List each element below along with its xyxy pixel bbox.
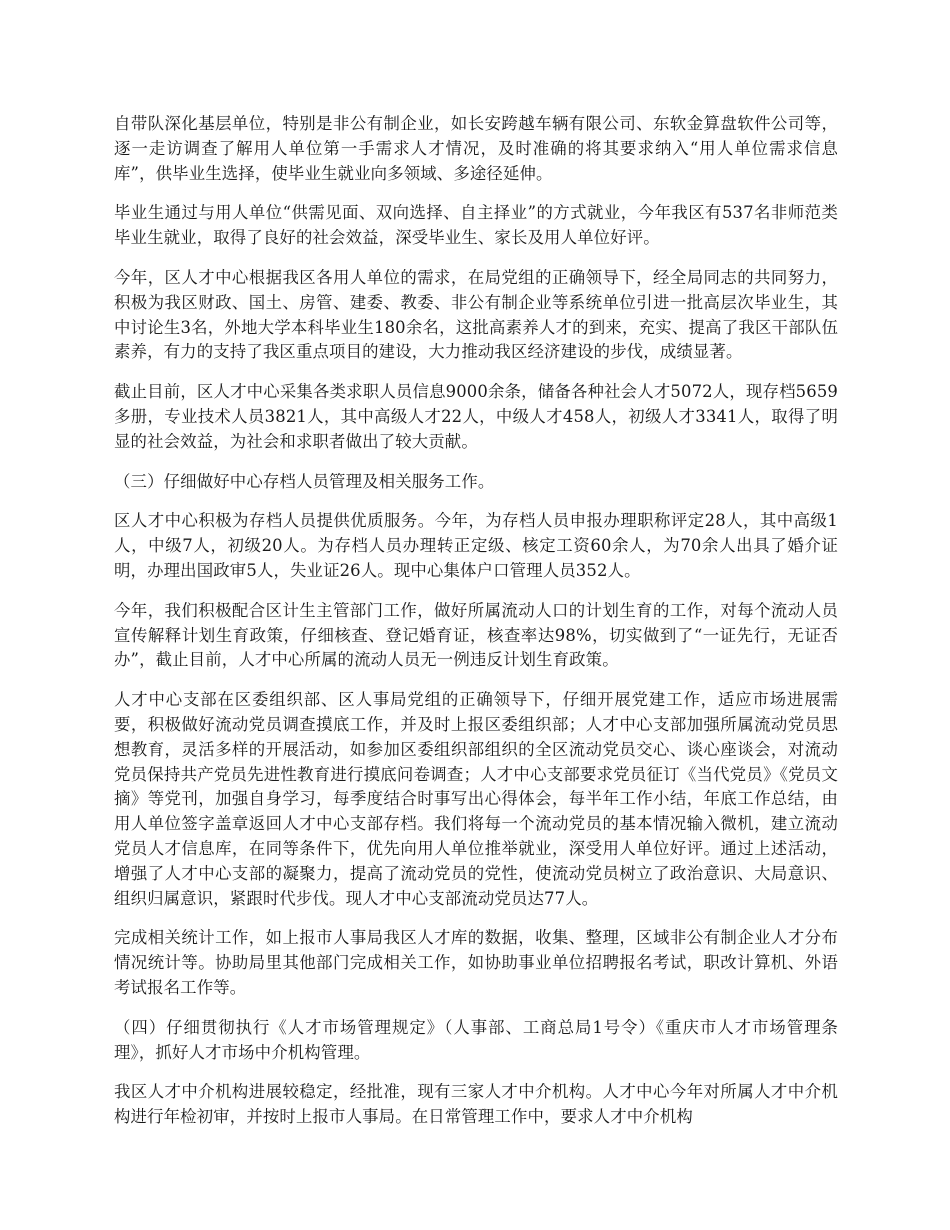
paragraph-6: 区人才中心积极为存档人员提供优质服务。今年，为存档人员申报办理职称评定28人，其中高级1人，中级7人，初级20人。为存档人员办理转正定级、核定工资60余人，为70余人出具了婚介证明，办理出国政审5人，失业证26人。现中心集体户口管理人员352人。 [114,511,838,580]
paragraph-7: 今年，我们积极配合区计生主管部门工作，做好所属流动人口的计划生育的工作，对每个流动人员宣传解释计划生育政策，仔细核查、登记婚育证，核查率达98%，切实做到了“一证先行，无证否办”，截止目前，人才中心所属的流动人员无一例违反计划生育政策。 [114,600,838,670]
paragraph-9: 完成相关统计工作，如上报市人事局我区人才库的数据，收集、整理，区域非公有制企业人才分布情况统计等。协助局里其他部门完成相关工作，如协助事业单位招聘报名考试，职改计算机、外语考试报名工作等。 [114,928,838,997]
paragraph-1: 自带队深化基层单位，特别是非公有制企业，如长安跨越车辆有限公司、东软金算盘软件公司等，逐一走访调查了解用人单位第一手需求人才情况，及时准确的将其要求纳入“用人单位需求信息库”，供毕业生选择，使毕业生就业向多领域、多途径延伸。 [114,114,838,183]
paragraph-11: 我区人才中介机构进展较稳定，经批准，现有三家人才中介机构。人才中心今年对所属人才中介机构进行年检初审，并按时上报市人事局。在日常管理工作中，要求人才中介机构 [114,1082,838,1127]
paragraph-3: 今年，区人才中心根据我区各用人单位的需求，在局党组的正确领导下，经全局同志的共同努力，积极为我区财政、国土、房管、建委、教委、非公有制企业等系统单位引进一批高层次毕业生，其中讨论生3名，外地大学本科毕业生180余名，这批高素养人才的到来，充实、提高了我区干部队伍素养，有力的支持了我区重点项目的建设，大力推动我区经济建设的步伐，成绩显著。 [114,267,838,362]
section-heading-4: （四）仔细贯彻执行《人才市场管理规定》（人事部、工商总局1号令）《重庆市人才市场管理条理》，抓好人才市场中介机构管理。 [114,1017,838,1062]
paragraph-4: 截止目前，区人才中心采集各类求职人员信息9000余条，储备各种社会人才5072人，现存档5659多册，专业技术人员3821人，其中高级人才22人，中级人才458人，初级人才3341人，取得了明显的社会效益，为社会和求职者做出了较大贡献。 [114,382,838,451]
paragraph-8: 人才中心支部在区委组织部、区人事局党组的正确领导下，仔细开展党建工作，适应市场进展需要，积极做好流动党员调查摸底工作，并及时上报区委组织部；人才中心支部加强所属流动党员思想教育，灵活多样的开展活动，如参加区委组织部组织的全区流动党员交心、谈心座谈会，对流动党员保持共产党员先进性教育进行摸底问卷调查；人才中心支部要求党员征订《当代党员》《党员文摘》等党刊，加强自身学习，每季度结合时事写出心得体会，每半年工作小结，年底工作总结，由用人单位签字盖章返回人才中心支部存档。我们将每一个流动党员的基本情况输入微机，建立流动党员人才信息库，在同等条件下，优先向用人单位推举就业，深受用人单位好评。通过上述活动，增强了人才中心支部的凝聚力，提高了流动党员的党性，使流动党员树立了政治意识、大局意识、组织归属意识，紧跟时代步伐。现人才中心支部流动党员达77人。 [114,690,838,908]
paragraph-2: 毕业生通过与用人单位“供需见面、双向选择、自主择业”的方式就业，今年我区有537名非师范类毕业生就业，取得了良好的社会效益，深受毕业生、家长及用人单位好评。 [114,203,838,248]
section-heading-3: （三）仔细做好中心存档人员管理及相关服务工作。 [114,471,495,491]
